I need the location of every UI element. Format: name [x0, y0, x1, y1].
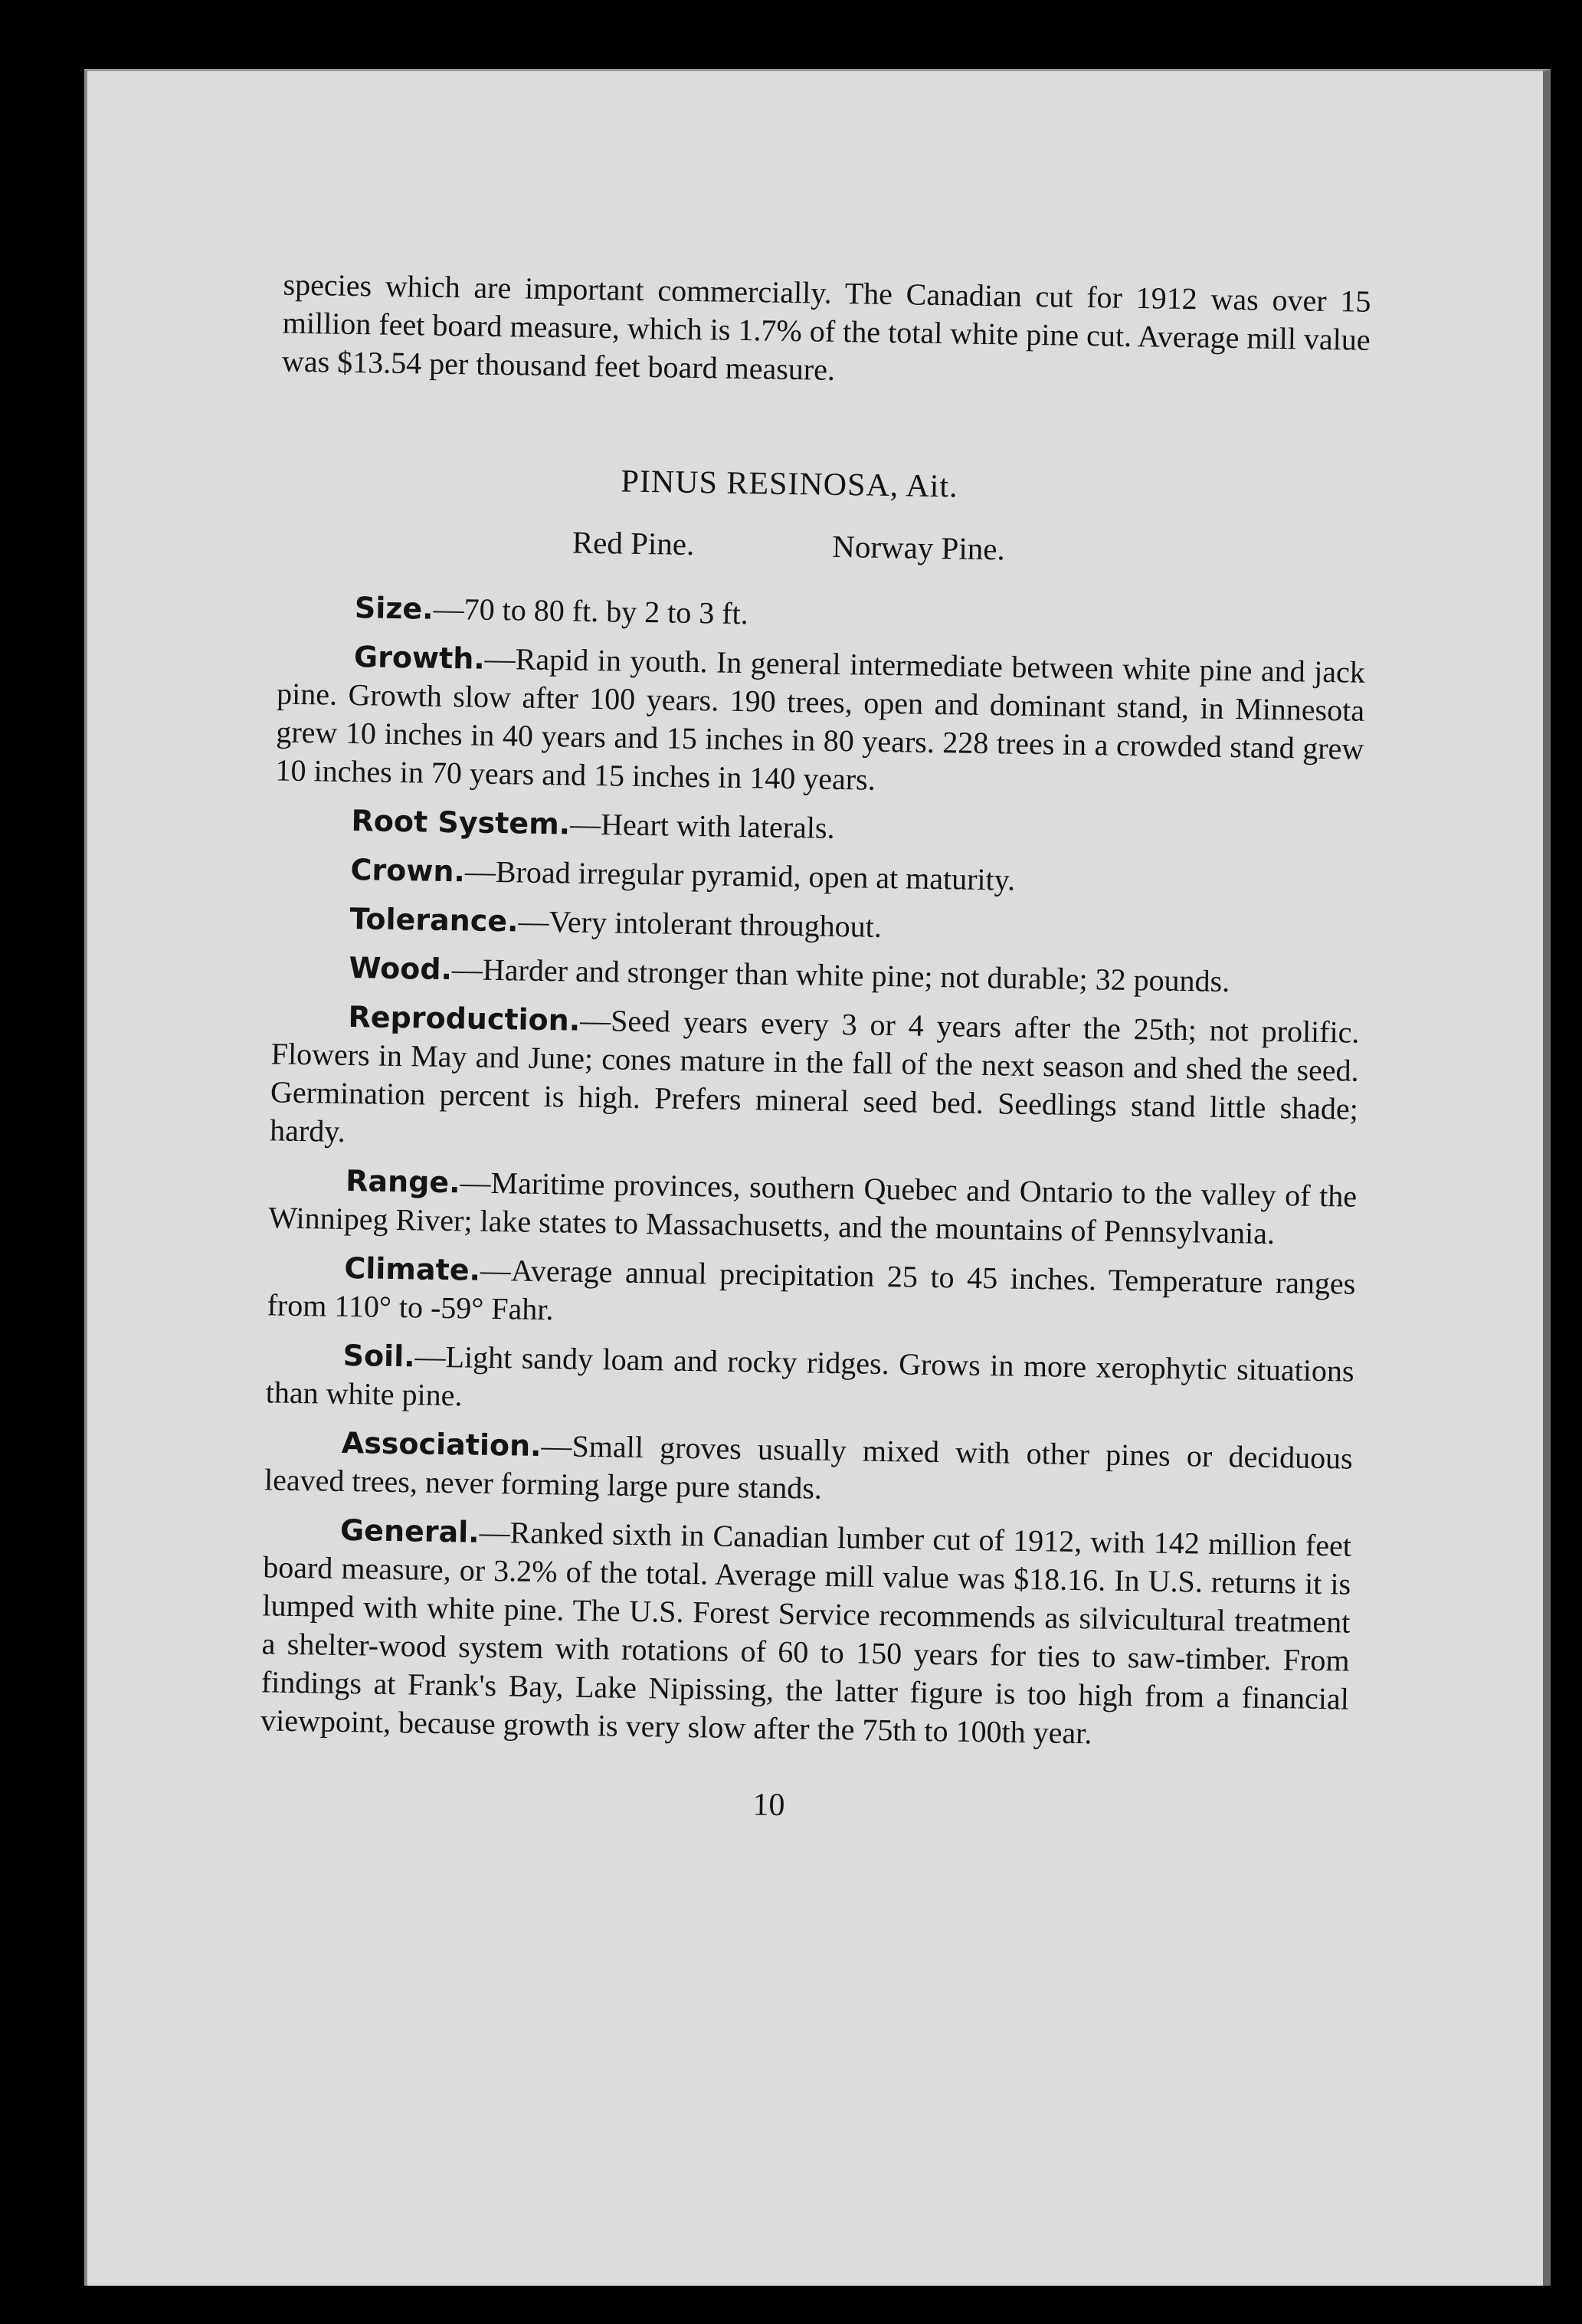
common-name-red-pine: Red Pine.	[572, 524, 695, 562]
document-text	[182, 264, 1379, 1834]
entry-text: —70 to 80 ft. by 2 to 3 ft.	[433, 591, 749, 631]
common-name-norway-pine: Norway Pine.	[831, 528, 1006, 567]
entry-climate	[267, 1247, 1355, 1341]
entry-text: —Seed years every 3 or 4 years after the 25th; not prolific. Flowers in May and June; cones mature in the fall of the next season and shed the seed. Germination percent is high. Prefers mineral seed bed. Seedlings stand little shade; hardy.	[269, 1002, 1360, 1149]
entry-head: Reproduction.	[348, 1000, 581, 1037]
entry-tolerance	[273, 898, 1361, 953]
entry-soil	[265, 1335, 1354, 1428]
entry-head: Root System.	[351, 804, 571, 841]
entry-reproduction	[270, 996, 1360, 1166]
entry-head: Wood.	[349, 951, 453, 987]
entry-text: —Light sandy loam and rocky ridges. Grows in more xerophytic situations than white pine.	[265, 1339, 1354, 1413]
entry-head: Climate.	[344, 1251, 481, 1287]
entry-head: Tolerance.	[349, 902, 519, 939]
entry-head: Range.	[345, 1163, 460, 1200]
entry-general	[260, 1509, 1352, 1756]
entry-text: —Maritime provinces, southern Quebec and Ontario to the valley of the Winnipeg River; lake states to Massachusetts, and the mountains of Pennsylvania.	[268, 1165, 1358, 1251]
entry-root-system	[274, 800, 1363, 855]
entry-text: —Small groves usually mixed with other pines or deciduous leaved trees, never forming large pure stands.	[264, 1428, 1354, 1506]
entry-head: Association.	[341, 1425, 542, 1464]
entry-head: Crown.	[350, 853, 466, 889]
entry-size	[278, 588, 1367, 643]
entry-text: —Harder and stronger than white pine; not durable; 32 pounds.	[451, 952, 1230, 999]
entry-head: Size.	[354, 591, 434, 626]
entry-text: —Ranked sixth in Canadian lumber cut of 1912, with 142 million feet board measure, or 3.2% of the total. Average mill value was $18.16. In U.S. returns it is lumped with white pine. The U.S. Forest Service recommends as silvicultural treatment a shelter-wood system with rotations of 60 to 150 years for ties to saw-timber. From findings at Frank's Bay, Lake Nipissing, the latter figure is too high from a financial viewpoint, because growth is very slow after the 75th to 100th year.	[260, 1514, 1352, 1751]
entry-head: General.	[339, 1513, 480, 1549]
entry-text: —Broad irregular pyramid, open at maturity.	[464, 854, 1016, 897]
entry-head: Soil.	[342, 1338, 415, 1374]
entry-association	[264, 1422, 1353, 1516]
entry-text: —Average annual precipitation 25 to 45 inches. Temperature ranges from 110° to -59° Fahr.	[267, 1252, 1356, 1327]
intro-paragraph: species which are important commercially. The Canadian cut for 1912 was over 15 million feet board measure, which is 1.7% of the total white pine cut. Average mill value was $13.54 per thousand feet board measure.	[281, 267, 1371, 387]
entry-text: —Heart with laterals.	[569, 806, 835, 845]
entry-range	[268, 1160, 1357, 1254]
entry-crown	[273, 849, 1362, 904]
entry-wood	[272, 947, 1361, 1002]
common-names	[202, 517, 1375, 574]
entry-text: —Rapid in youth. In general intermediate between white pine and jack pine. Growth slow after 100 years. 190 trees, open and dominant stand, in Minnesota grew 10 inches in 40 years and 15 inches in 80 years. 228 trees in a crowded stand grew 10 inches in 70 years and 15 inches in 140 years.	[275, 641, 1366, 797]
entry-text: —Very intolerant throughout.	[518, 903, 883, 944]
page-number: 10	[752, 1787, 785, 1824]
species-title: PINUS RESINOSA, Ait.	[621, 464, 958, 505]
entry-head: Growth.	[353, 640, 486, 676]
entry-growth	[275, 637, 1365, 807]
